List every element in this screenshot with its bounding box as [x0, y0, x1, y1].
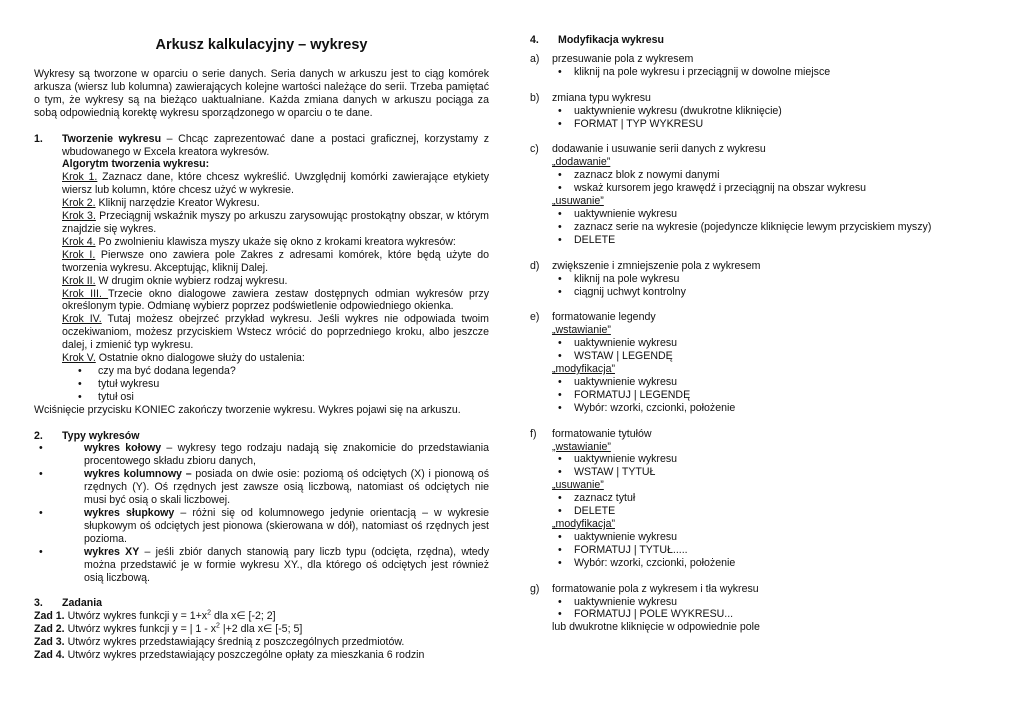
step-4	[62, 236, 489, 249]
chart-types-list	[34, 442, 489, 584]
task-text: Utwórz wykres funkcji y = | 1 - x	[64, 623, 217, 636]
item-title: formatowanie tytułów	[552, 427, 652, 440]
list-item: • WSTAW | LEGENDĘ	[552, 350, 970, 363]
section-2	[34, 430, 489, 443]
intro-paragraph: Wykresy są tworzone w oparciu o serie danych. Seria danych w arkuszu jest to ciąg komórek arkusza (wiersz lub kolumna) zawierających kolejne wartości należące do serii. Trzeba pamiętać o tym, że wykresy są na bieżąco uaktualniane. Każda zmiana danych w arkuszu pociąga za sobą odpowiednią korektę wykresu sporządzonego w oparciu o te dane.	[34, 68, 489, 119]
step-label: Krok I.	[62, 248, 96, 261]
right-column	[530, 28, 970, 634]
algorithm-heading: Algorytm tworzenia wykresu:	[62, 158, 210, 171]
task-text: [-5; 5]	[272, 623, 303, 636]
final-options-list	[62, 365, 489, 404]
item-title: zwiększenie i zmniejszenie pola z wykresem	[552, 259, 761, 272]
section-1-body	[62, 133, 489, 404]
step-2	[62, 197, 489, 210]
left-column	[34, 28, 489, 662]
task-2	[34, 623, 489, 636]
list-item: • uaktywnienie wykresu	[552, 596, 970, 609]
section-4-heading	[530, 34, 970, 47]
step-text: Trzecie okno dialogowe zawiera zestaw dostępnych odmian wykresów przy określonym typie. Odmianę wybierz poprzez podświetlenie odpowiedniego okienka.	[62, 287, 489, 313]
section-2-body	[62, 430, 489, 443]
section-3-number: 3.	[34, 597, 43, 610]
step-text: Pierwsze ono zawiera pole Zakres z adresami komórek, które będą użyte do tworzenia wykresu. Akceptując, kliknij Dalej.	[62, 248, 489, 274]
task-text: [-2; 2]	[245, 610, 276, 623]
chart-type-name: wykres kolumnowy –	[84, 468, 192, 481]
list-item: • DELETE	[552, 234, 970, 247]
section-2-heading: Typy wykresów	[62, 429, 140, 442]
list-item	[34, 507, 489, 546]
page-title: Arkusz kalkulacyjny – wykresy	[155, 37, 368, 53]
item-bullets	[552, 337, 970, 363]
item-letter: a)	[530, 52, 540, 65]
list-item: • FORMATUJ | TYTUŁ.....	[552, 544, 970, 557]
section-4-number: 4.	[530, 34, 539, 46]
step-label: Krok 3.	[62, 210, 96, 223]
item-bullets	[552, 376, 970, 415]
item-bullets	[552, 105, 970, 131]
sub-heading: „usuwanie”	[552, 479, 604, 492]
step-label: Krok 2.	[62, 197, 96, 210]
task-text: |+2 dla x	[219, 623, 264, 636]
chart-type-desc: – jeśli zbiór danych stanowią pary liczb typu (odcięta, rzędna), wtedy można przedstawić je w formie wykresu XY., dla którego oś odciętych jest również osią liczbową.	[84, 545, 489, 584]
list-item: • kliknij na pole wykresu	[552, 273, 970, 286]
task-text: dla x	[211, 610, 237, 623]
item-bullets	[552, 273, 970, 299]
item-c	[530, 143, 970, 246]
item-letter: d)	[530, 259, 540, 272]
task-label: Zad 3.	[34, 636, 65, 649]
task-label: Zad 1.	[34, 610, 65, 623]
step-II	[62, 275, 489, 288]
section-4-title: Modyfikacja wykresu	[558, 34, 664, 46]
list-item: • kliknij na pole wykresu i przeciągnij w dowolne miejsce	[552, 66, 970, 79]
task-text: Utwórz wykres funkcji y = 1+x	[64, 610, 208, 623]
chart-type-desc: – wykresy tego rodzaju nadają się znakomicie do przedstawiania procentowego składu zbioru danych,	[84, 442, 489, 468]
item-bullets	[552, 169, 970, 195]
item-bullets	[552, 208, 970, 247]
sub-heading: „wstawianie”	[552, 440, 611, 453]
section-1	[34, 133, 489, 404]
item-title: dodawanie i usuwanie serii danych z wykresu	[552, 143, 766, 156]
list-item: • wskaż kursorem jego krawędź i przeciągnij na obszar wykresu	[552, 182, 970, 195]
list-item: • uaktywnienie wykresu	[552, 376, 970, 389]
list-item: • uaktywnienie wykresu	[552, 531, 970, 544]
task-superscript: 2	[207, 609, 211, 617]
item-bullets	[552, 453, 970, 479]
list-item	[34, 468, 489, 507]
list-item: • uaktywnienie wykresu	[552, 337, 970, 350]
step-text: Przeciągnij wskaźnik myszy po arkuszu zarysowując prostokątny obszar, w którym znajdzie się wykres.	[62, 210, 490, 235]
chart-type-desc: – różni się od kolumnowego jedynie orientacją – w wykresie słupkowym oś odciętych jest pionowa (skierowana w dół), natomiast oś rzędnych jest pozioma.	[84, 507, 489, 545]
item-letter: f)	[530, 427, 537, 440]
item-title: formatowanie legendy	[552, 311, 656, 324]
list-item: • uaktywnienie wykresu	[552, 208, 970, 221]
step-I	[62, 249, 489, 275]
list-item: • tytuł wykresu	[62, 378, 489, 391]
step-label: Krok III.	[62, 287, 109, 300]
sub-heading: „dodawanie”	[552, 156, 611, 169]
step-label: Krok V.	[62, 352, 96, 365]
section-2-number: 2.	[34, 429, 43, 442]
step-V	[62, 352, 489, 365]
step-text: Ostatnie okno dialogowe służy do ustalenia:	[95, 352, 305, 365]
step-1	[62, 171, 489, 197]
item-tail-text: lub dwukrotne kliknięcie w odpowiednie pole	[552, 621, 760, 634]
list-item: • FORMATUJ | LEGENDĘ	[552, 389, 970, 402]
step-3	[62, 210, 489, 236]
step-text: Zaznacz dane, które chcesz wykreślić. Uwzględnij komórki zawierające etykiety wiersz lub kolumn, które chcesz użyć w wykresie.	[62, 171, 489, 197]
list-item: • FORMAT | TYP WYKRESU	[552, 118, 970, 131]
item-e	[530, 311, 970, 414]
list-item: • ciągnij uchwyt kontrolny	[552, 286, 970, 299]
item-title: zmiana typu wykresu	[552, 91, 651, 104]
element-of-symbol: ∈	[236, 610, 246, 623]
item-title: formatowanie pola z wykresem i tła wykresu	[552, 582, 759, 595]
chart-type-name: wykres kołowy	[84, 442, 162, 455]
task-text: Utwórz wykres przedstawiający poszczególne opłaty za mieszkania 6 rodzin	[64, 649, 425, 662]
list-item: • zaznacz serie na wykresie (pojedyncze kliknięcie lewym przyciskiem myszy)	[552, 221, 970, 234]
step-label: Krok IV.	[62, 313, 102, 326]
list-item: • czy ma być dodana legenda?	[62, 365, 489, 378]
item-body	[552, 428, 970, 570]
item-title: przesuwanie pola z wykresem	[552, 52, 694, 65]
list-item: • WSTAW | TYTUŁ	[552, 466, 970, 479]
section-3-heading: Zadania	[62, 597, 103, 610]
list-item: • tytuł osi	[62, 391, 489, 404]
sub-heading: „modyfikacja”	[552, 518, 615, 530]
item-letter: g)	[530, 582, 540, 595]
item-body	[552, 92, 970, 131]
list-item: • uaktywnienie wykresu (dwukrotne kliknięcie)	[552, 105, 970, 118]
list-item: • FORMATUJ | POLE WYKRESU...	[552, 608, 970, 621]
section-1-closing: Wciśnięcie przycisku KONIEC zakończy tworzenie wykresu. Wykres pojawi się na arkuszu.	[34, 403, 461, 416]
section-1-number: 1.	[34, 132, 43, 145]
task-label: Zad 4.	[34, 649, 65, 662]
chart-type-name: wykres XY	[84, 545, 140, 558]
list-item: • Wybór: wzorki, czcionki, położenie	[552, 557, 970, 570]
item-bullets	[552, 596, 970, 622]
task-1	[34, 610, 489, 623]
step-label: Krok 4.	[62, 235, 96, 248]
item-bullets	[552, 531, 970, 570]
list-item: • uaktywnienie wykresu	[552, 453, 970, 466]
task-superscript: 2	[216, 622, 220, 630]
step-text: Tutaj możesz obejrzeć przykład wykresu. Jeśli wykres nie odpowiada twoim oczekiwaniom, możesz przyciskiem Wstecz wrócić do poprzedniego kroku, albo jeszcze dalej, i zmienić typ wykresu.	[62, 313, 489, 352]
item-body	[552, 143, 970, 246]
sub-heading: „modyfikacja”	[552, 363, 615, 376]
item-bullets	[552, 66, 970, 79]
item-body	[552, 311, 970, 414]
item-body	[552, 583, 970, 635]
item-body	[552, 53, 970, 79]
list-item: • Wybór: wzorki, czcionki, położenie	[552, 402, 970, 415]
element-of-symbol: ∈	[263, 623, 273, 636]
step-label: Krok 1.	[62, 171, 98, 184]
item-g	[530, 583, 970, 635]
list-item: • zaznacz tytuł	[552, 492, 970, 505]
section-3	[34, 597, 489, 610]
sub-heading: „usuwanie”	[552, 195, 604, 208]
item-d	[530, 260, 970, 299]
item-b	[530, 92, 970, 131]
sub-heading: „wstawianie”	[552, 324, 611, 337]
item-letter: c)	[530, 143, 539, 156]
step-text: W drugim oknie wybierz rodzaj wykresu.	[95, 274, 288, 287]
item-body	[552, 260, 970, 299]
item-f	[530, 428, 970, 570]
task-3	[34, 636, 489, 649]
list-item	[34, 442, 489, 468]
step-text: Kliknij narzędzie Kreator Wykresu.	[95, 197, 260, 210]
section-1-text: – Chcąc zaprezentować dane a postaci graficznej, korzystamy z wbudowanego w Excela kreatora wykresów.	[62, 132, 489, 158]
task-label: Zad 2.	[34, 623, 65, 636]
section-1-heading: Tworzenie wykresu	[62, 132, 162, 145]
task-text: Utwórz wykres przedstawiający średnią z poszczególnych przedmiotów.	[64, 636, 405, 649]
step-III	[62, 288, 489, 314]
list-item: • DELETE	[552, 505, 970, 518]
list-item	[34, 546, 489, 585]
item-letter: e)	[530, 311, 540, 324]
step-text: Po zwolnieniu klawisza myszy ukaże się okno z krokami kreatora wykresów:	[95, 235, 456, 248]
section-1-intro	[62, 133, 489, 159]
item-letter: b)	[530, 91, 540, 104]
section-3-body	[62, 597, 489, 610]
step-label: Krok II.	[62, 274, 96, 287]
list-item: • zaznacz blok z nowymi danymi	[552, 169, 970, 182]
chart-type-desc: posiada on dwie osie: poziomą oś odciętych (X) i pionową oś rzędnych (Y). Oś rzędnych jest zawsze osią liczbową, natomiast oś odciętych nie musi być osią o skali liczbowej.	[84, 468, 489, 507]
step-IV	[62, 313, 489, 352]
item-bullets	[552, 492, 970, 518]
chart-type-name: wykres słupkowy	[84, 507, 175, 519]
task-4	[34, 649, 489, 662]
item-a	[530, 53, 970, 79]
